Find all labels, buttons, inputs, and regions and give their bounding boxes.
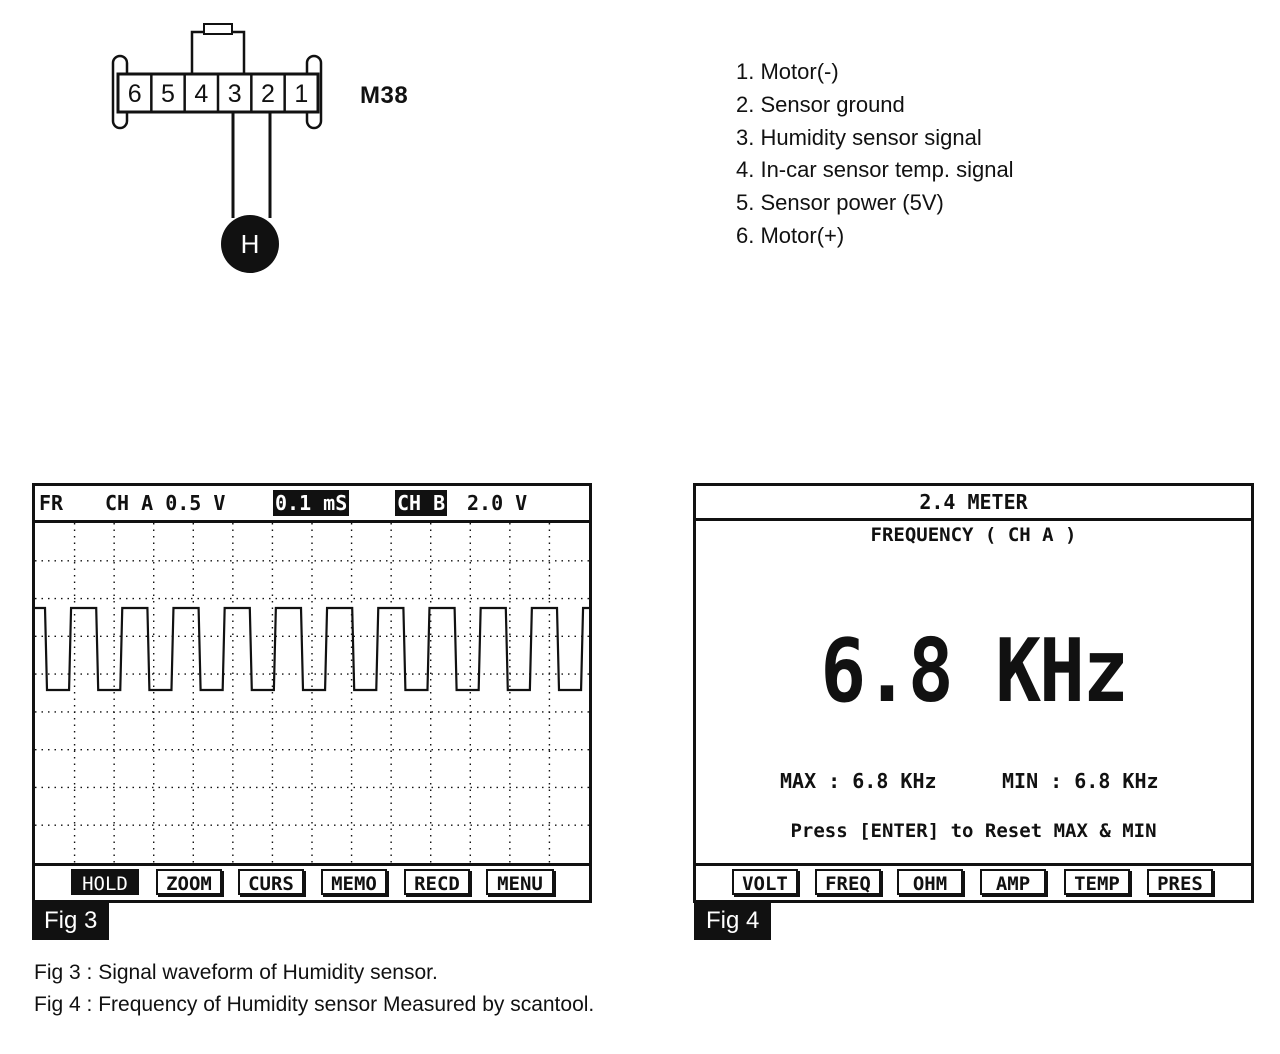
memo-button[interactable]: MEMO [321, 869, 387, 895]
pin-item: 3. Humidity sensor signal [736, 124, 982, 150]
waveform-trace [35, 608, 589, 690]
pin-number: 2 [261, 80, 275, 108]
zoom-button[interactable]: ZOOM [156, 869, 222, 895]
max-reading: MAX : 6.8 KHz [780, 769, 937, 793]
pres-button[interactable]: PRES [1147, 869, 1213, 895]
pin-number: 4 [194, 80, 209, 108]
record-button[interactable]: RECD [404, 869, 470, 895]
pin-item: 1. Motor(-) [736, 59, 839, 84]
fig4-tag: Fig 4 [694, 902, 771, 940]
pin-item: 5. Sensor power (5V) [736, 190, 944, 216]
fig3-tag: Fig 3 [32, 902, 109, 940]
meter-button-bar [696, 863, 1251, 900]
connector-diagram [100, 18, 340, 288]
scope-mode: FR [39, 491, 64, 515]
amp-button[interactable]: AMP [980, 869, 1046, 895]
pin-description-list [736, 56, 1014, 253]
pin-item: 4. In-car sensor temp. signal [736, 157, 1014, 183]
caption-fig3: Fig 3 : Signal waveform of Humidity sensor. [34, 961, 438, 984]
meter-title: 2.4 METER [696, 486, 1251, 521]
pin-number: 3 [227, 80, 242, 108]
pin-item: 2. Sensor ground [736, 91, 905, 117]
pin-number: 5 [161, 80, 175, 108]
hold-button[interactable]: HOLD [71, 869, 139, 895]
channel-a-scale: CH A 0.5 V [105, 491, 226, 515]
volt-button[interactable]: VOLT [732, 869, 798, 895]
timebase-value: 0.1 mS [275, 491, 348, 515]
connector-id: M38 [360, 82, 409, 109]
sensor-letter: H [240, 229, 260, 259]
pin-number: 1 [294, 80, 309, 108]
freq-button[interactable]: FREQ [815, 869, 881, 895]
pin-number: 6 [127, 80, 142, 108]
channel-b-label: CH B [397, 491, 446, 515]
oscilloscope-screen [32, 483, 592, 903]
meter-mode: FREQUENCY ( CH A ) [870, 524, 1077, 546]
scope-button-bar [35, 863, 589, 900]
ohm-button[interactable]: OHM [897, 869, 963, 895]
min-reading: MIN : 6.8 KHz [1002, 769, 1159, 793]
reset-hint: Press [ENTER] to Reset MAX & MIN [790, 820, 1157, 842]
menu-button[interactable]: MENU [486, 869, 554, 895]
channel-b-scale: 2.0 V [467, 491, 528, 515]
caption-fig4: Fig 4 : Frequency of Humidity sensor Measured by scantool. [34, 993, 595, 1016]
temp-button[interactable]: TEMP [1064, 869, 1130, 895]
frequency-reading: 6.8 KHz [820, 619, 1127, 722]
pin-item: 6. Motor(+) [736, 222, 845, 248]
waveform-display [35, 523, 589, 863]
meter-screen [693, 483, 1254, 903]
cursor-button[interactable]: CURS [238, 869, 304, 895]
scope-header [35, 486, 589, 523]
